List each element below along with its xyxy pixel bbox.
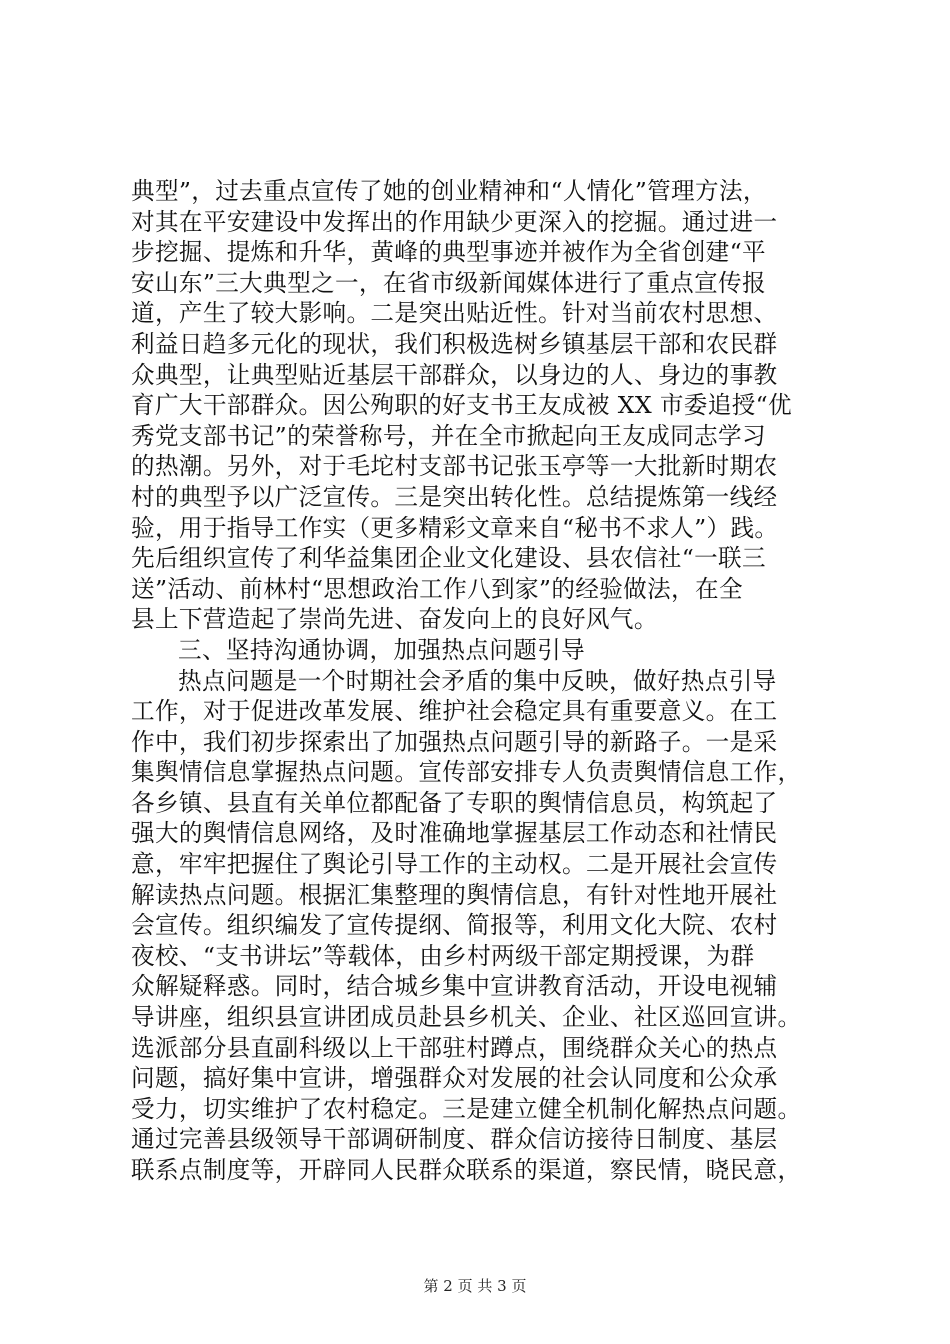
- text-line: 育广大干部群众。因公殉职的好支书王友成被 XX 市委追授“优: [131, 391, 792, 420]
- text-line: 典型”，过去重点宣传了她的创业精神和“人情化”管理方法，: [131, 177, 767, 205]
- body-text: [131, 176, 831, 1186]
- text-line: 众解疑释惑。同时，结合城乡集中宣讲教育活动，开设电视辅: [131, 972, 778, 1001]
- text-line: 夜校、“支书讲坛”等载体，由乡村两级干部定期授课，为群: [131, 941, 755, 970]
- text-line: 的热潮。另外，对于毛坨村支部书记张玉亭等一大批新时期农: [131, 452, 778, 481]
- text-line: 县上下营造起了崇尚先进、奋发向上的良好风气。: [131, 605, 658, 634]
- text-line: 作中，我们初步探索出了加强热点问题引导的新路子。一是采: [131, 727, 778, 756]
- text-line: 安山东”三大典型之一，在省市级新闻媒体进行了重点宣传报: [131, 268, 766, 297]
- text-line: 先后组织宣传了利华益集团企业文化建设、县农信社“一联三: [131, 544, 766, 573]
- text-line: 解读热点问题。根据汇集整理的舆情信息，有针对性地开展社: [131, 880, 778, 909]
- text-line: 村的典型予以广泛宣传。三是突出转化性。总结提炼第一线经: [131, 482, 778, 511]
- text-line: 联系点制度等，开辟同人民群众联系的渠道，察民情，晓民意，: [131, 1156, 802, 1184]
- text-line: 送”活动、前林村“思想政治工作八到家”的经验做法，在全: [131, 574, 743, 603]
- text-line: 步挖掘、提炼和升华，黄峰的典型事迹并被作为全省创建“平: [131, 238, 766, 267]
- text-line: 问题，搞好集中宣讲，增强群众对发展的社会认同度和公众承: [131, 1064, 778, 1093]
- text-line: 众典型，让典型贴近基层干部群众，以身边的人、身边的事教: [131, 360, 778, 389]
- text-line: 选派部分县直副科级以上干部驻村蹲点，围绕群众关心的热点: [131, 1033, 778, 1062]
- section-heading: 三、坚持沟通协调，加强热点问题引导: [178, 635, 586, 664]
- text-line: 验，用于指导工作实（更多精彩文章来自“秘书不求人”）践。: [131, 513, 779, 542]
- text-line: 各乡镇、县直有关单位都配备了专职的舆情信息员，构筑起了: [131, 788, 778, 817]
- text-line: 利益日趋多元化的现状，我们积极选树乡镇基层干部和农民群: [131, 329, 778, 358]
- text-line: 工作，对于促进改革发展、维护社会稳定具有重要意义。在工: [131, 697, 778, 726]
- text-line: 秀党支部书记”的荣誉称号，并在全市掀起向王友成同志学习: [131, 421, 766, 450]
- text-line: 对其在平安建设中发挥出的作用缺少更深入的挖掘。通过进一: [131, 207, 778, 236]
- text-line: 导讲座，组织县宣讲团成员赴县乡机关、企业、社区巡回宣讲。: [131, 1003, 802, 1032]
- text-line: 集舆情信息掌握热点问题。宣传部安排专人负责舆情信息工作，: [131, 758, 802, 787]
- text-line: 受力，切实维护了农村稳定。三是建立健全机制化解热点问题。: [131, 1094, 802, 1123]
- paragraph-start-line: 热点问题是一个时期社会矛盾的集中反映，做好热点引导: [178, 666, 777, 695]
- text-line: 意，牢牢把握住了舆论引导工作的主动权。二是开展社会宣传: [131, 850, 778, 879]
- text-line: 通过完善县级领导干部调研制度、群众信访接待日制度、基层: [131, 1125, 778, 1154]
- page-number-footer: 第 2 页 共 3 页: [423, 1277, 527, 1295]
- text-line: 道，产生了较大影响。二是突出贴近性。针对当前农村思想、: [131, 299, 778, 328]
- text-line: 会宣传。组织编发了宣传提纲、简报等，利用文化大院、农村: [131, 911, 778, 940]
- text-line: 强大的舆情信息网络，及时准确地掌握基层工作动态和社情民: [131, 819, 778, 848]
